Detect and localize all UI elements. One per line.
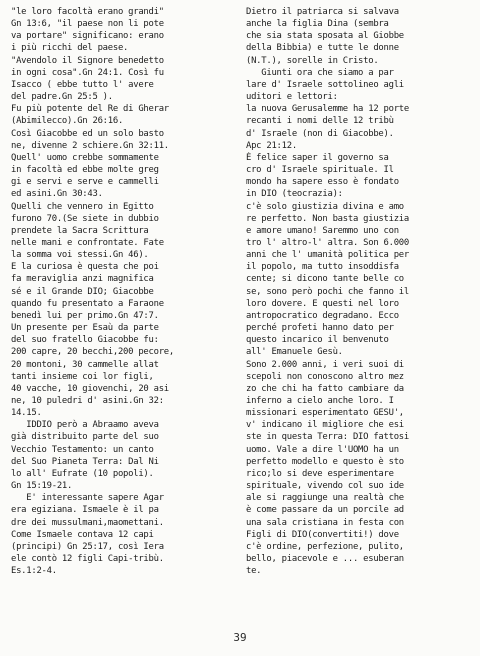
text-line: IDDIO però a Abraamo aveva — [11, 420, 159, 431]
text-line: È felice saper il governo sa — [246, 152, 389, 163]
text-line: Vecchio Testamento: un canto — [11, 444, 154, 455]
text-line: (principi) Gn 25:17, così Iera — [11, 541, 164, 552]
text-line: Fu più potente del Re di Gherar — [11, 104, 169, 115]
text-line: i più ricchi del paese. — [11, 43, 129, 54]
text-line: era egiziana. Ismaele è il pa — [11, 505, 159, 516]
text-line: Sono 2.000 anni, i veri suoi di — [246, 359, 404, 370]
text-line: Gn 15:19-21. — [11, 481, 73, 492]
text-line: "Avendolo il Signore benedetto — [11, 55, 164, 66]
text-line: tanti insieme coi lor figli, — [11, 371, 154, 382]
text-line: Così Giacobbe ed un solo basto — [11, 128, 164, 139]
text-line: ale si raggiunge una realtà che — [246, 493, 404, 504]
text-line: scepoli non conoscono altro mez — [246, 371, 404, 382]
text-line: Figli di DIO(convertiti!) dove — [246, 529, 399, 540]
text-line: ed asini.Gn 30:43. — [11, 189, 103, 200]
text-line: d' Israele (non di Giacobbe). — [246, 128, 394, 139]
text-line: missionari esperimentato GESU', — [246, 408, 404, 419]
text-line: del suo fratello Giacobbe fu: — [11, 335, 159, 346]
text-line: dre dei mussulmani,maomettani. — [11, 517, 164, 528]
text-line: 200 capre, 20 becchi,200 pecore, — [11, 347, 174, 358]
text-line: perfetto modello e questo è sto — [246, 456, 404, 467]
text-line: recanti i nomi delle 12 tribù — [246, 116, 394, 127]
text-line: rico;lo si deve esperimentare — [246, 468, 394, 479]
left-text-column — [11, 6, 239, 577]
text-line: (N.T.), sorelle in Cristo. — [246, 55, 379, 66]
text-line: va portare" significano: erano — [11, 31, 164, 42]
text-line: "le loro facoltà erano grandi" — [11, 7, 164, 17]
text-line: c'è ordine, perfezione, pulito, — [246, 541, 404, 552]
text-line: anche la figlia Dina (sembra — [246, 19, 389, 30]
text-line: del Suo Pianeta Terra: Dal Ni — [11, 456, 159, 467]
text-line: E' interessante sapere Agar — [11, 493, 164, 504]
text-line: in DIO (teocrazia): — [246, 189, 343, 200]
text-line: fa meraviglia anzi magnifica — [11, 274, 154, 285]
text-line: ne, divenne 2 schiere.Gn 32:11. — [11, 140, 169, 151]
text-line: anni che l' umanità politica per — [246, 250, 409, 261]
text-line: inferno a cielo anche loro. I — [246, 396, 394, 406]
text-line: e amore umano! Saremmo uno con — [246, 225, 399, 236]
text-line: in ogni cosa".Gn 24:1. Così fu — [11, 67, 164, 78]
text-line: 14.15. — [11, 408, 42, 419]
text-line: all' Emanuele Gesù. — [246, 347, 343, 358]
text-line: 20 montoni, 30 cammelle allat — [11, 359, 159, 370]
text-line: lo all' Eufrate (10 popoli). — [11, 468, 154, 479]
text-line: del padre.Gn 25:5 ). — [11, 92, 113, 103]
text-line: la somma voi stessi.Gn 46). — [11, 250, 149, 261]
text-line: Dietro il patriarca si salvava — [246, 7, 399, 17]
text-line: perché profeti hanno dato per — [246, 323, 394, 334]
text-line: sé e il Grande DIO; Giacobbe — [11, 286, 154, 297]
text-line: cente; si dicono tante belle co — [246, 274, 404, 285]
text-line: prendete la Sacra Scrittura — [11, 225, 149, 236]
text-line: Apc 21:12. — [246, 140, 297, 151]
text-line: tro l' altro-l' altra. Son 6.000 — [246, 237, 409, 248]
text-line: Quell' uomo crebbe sommamente — [11, 152, 159, 163]
text-line: ele contò 12 figli Capi-tribù. — [11, 554, 164, 565]
text-line: te. — [246, 566, 262, 577]
text-line: antropocratico degradano. Ecco — [246, 310, 399, 321]
text-line: loro dovere. E questi nel loro — [246, 298, 399, 309]
text-line: che sia stata sposata al Giobbe — [246, 31, 404, 42]
text-line: zo che chi ha fatto cambiare da — [246, 383, 404, 394]
text-line: una sala cristiana in festa con — [246, 517, 404, 528]
text-line: lare d' Israele sottolineo agli — [246, 79, 404, 90]
text-line: se, sono però pochi che fanno il — [246, 286, 409, 297]
text-line: Giunti ora che siamo a par — [246, 67, 394, 78]
text-line: quando fu presentato a Faraone — [11, 298, 164, 309]
text-line: bello, piacevole e ... esuberan — [246, 554, 404, 565]
text-line: re perfetto. Non basta giustizia — [246, 213, 409, 224]
text-line: c'è solo giustizia divina e amo — [246, 201, 404, 212]
text-line: questo incarico il benvenuto — [246, 335, 389, 346]
text-line: benedì lui per primo.Gn 47:7. — [11, 310, 159, 321]
text-line: in facoltà ed ebbe molte greg — [11, 165, 159, 176]
text-line: cro d' Israele spirituale. Il — [246, 165, 394, 176]
text-line: furono 70.(Se siete in dubbio — [11, 213, 159, 224]
text-line: nelle mani e confrontate. Fate — [11, 237, 164, 248]
text-line: gi e servi e serve e cammelli — [11, 177, 159, 188]
text-line: v' indicano il migliore che esi — [246, 420, 404, 431]
text-line: Quelli che vennero in Egitto — [11, 201, 154, 212]
text-line: uditori e lettori: — [246, 92, 338, 103]
right-text-column — [246, 6, 474, 577]
text-line: della Bibbia) e tutte le donne — [246, 43, 399, 54]
text-line: ne, 10 puledri d' asini.Gn 32: — [11, 396, 164, 406]
text-line: Come Ismaele contava 12 capi — [11, 529, 154, 540]
text-line: spirituale, vivendo col suo ide — [246, 481, 404, 492]
text-line: uomo. Vale a dire l'UOMO ha un — [246, 444, 399, 455]
text-line: Es.1:2-4. — [11, 566, 57, 577]
text-line: il popolo, ma tutto insoddisfa — [246, 262, 399, 273]
text-line: 40 vacche, 10 giovenchi, 20 asi — [11, 383, 169, 394]
text-line: è come passare da un porcile ad — [246, 505, 404, 516]
text-line: mondo ha sapere esso è fondato — [246, 177, 399, 188]
text-line: (Abimilecco).Gn 26:16. — [11, 116, 124, 127]
text-line: ste in questa Terra: DIO fattosi — [246, 432, 409, 443]
text-line: Un presente per Esaù da parte — [11, 323, 159, 334]
text-line: Isacco ( ebbe tutto l' avere — [11, 79, 154, 90]
text-line: la nuova Gerusalemme ha 12 porte — [246, 104, 409, 115]
page-number: 39 — [233, 631, 247, 644]
text-line: Gn 13:6, "il paese non li pote — [11, 19, 164, 30]
text-line: già distribuito parte del suo — [11, 432, 159, 443]
text-line: E la curiosa è questa che poi — [11, 262, 159, 273]
